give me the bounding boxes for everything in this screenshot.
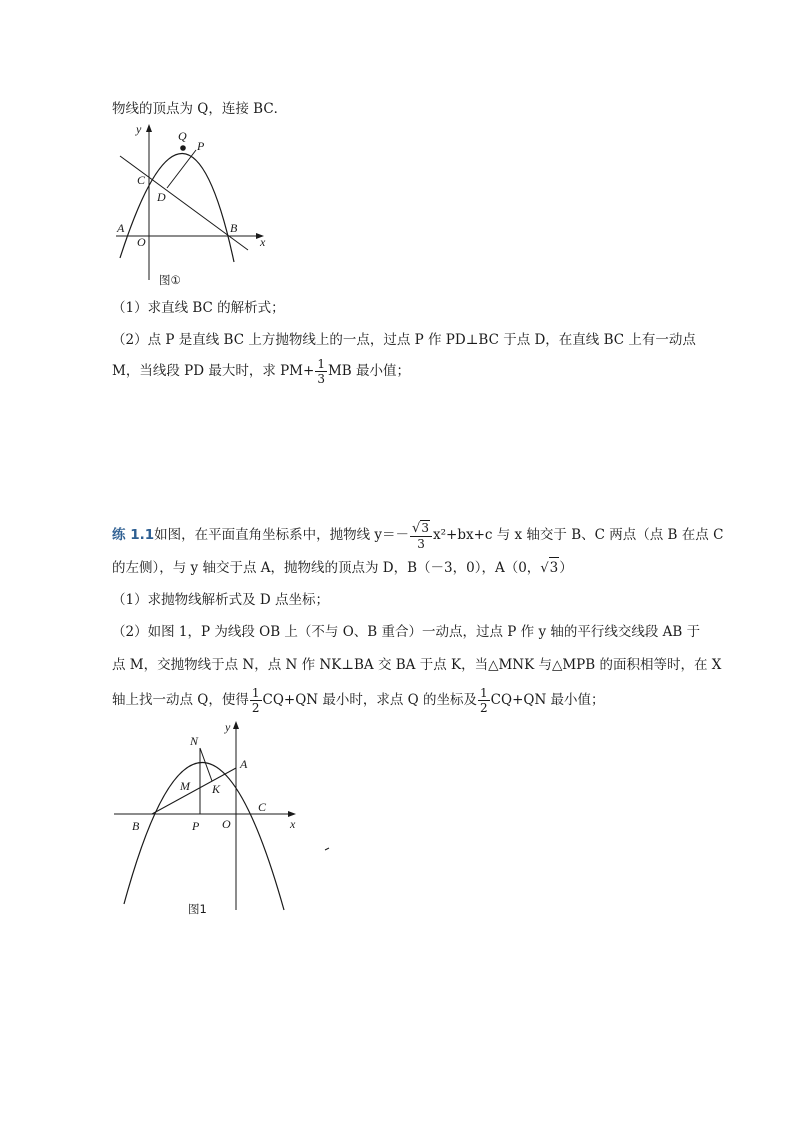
fig2-caption: 图1 xyxy=(188,902,207,916)
exercise-line1-text-b: x²+bx+c 与 x 轴交于 B、C 两点（点 B 在点 C xyxy=(432,527,724,543)
top-q2-text-a: M，当线段 PD 最大时，求 PM+ xyxy=(112,363,315,379)
fig1-label-a: A xyxy=(117,221,125,235)
fig2-label-k: K xyxy=(212,782,221,796)
fig1-vertex-point xyxy=(180,145,186,151)
top-question-1: （1）求直线 BC 的解析式； xyxy=(112,300,285,316)
top-q2-frac-den: 3 xyxy=(317,372,325,386)
fig1-label-q: Q xyxy=(178,129,187,143)
fig2-label-x: x xyxy=(290,817,296,831)
fig2-label-o: O xyxy=(222,817,231,831)
exercise-line2-sqrt: 3 xyxy=(549,557,560,578)
fig1-segment-pd xyxy=(167,150,196,188)
exercise-question-2-line3 xyxy=(112,686,605,715)
figure-1 xyxy=(108,122,278,290)
fig1-y-arrow xyxy=(146,124,152,132)
intro-line: 物线的顶点为 Q，连接 BC． xyxy=(112,101,288,117)
top-q2-frac-num: 1 xyxy=(317,357,325,371)
exercise-question-1: （1）求抛物线解析式及 D 点坐标； xyxy=(112,592,329,608)
sqrt-sign: √ xyxy=(412,521,421,536)
top-question-2-line2 xyxy=(112,357,410,386)
figure-2 xyxy=(110,718,330,918)
exercise-q2-text-b: CQ+QN 最小时，求点 Q 的坐标及 xyxy=(262,692,478,708)
fig2-label-a: A xyxy=(240,757,248,771)
exercise-question-2-line2: 点 M，交抛物线于点 N，点 N 作 NK⊥BA 交 BA 于点 K，当△MNK 与△MPB 的面积相等时，在 X xyxy=(112,657,722,673)
fig2-label-b: B xyxy=(132,819,140,833)
exercise-q2-text-a: 轴上找一动点 Q，使得 xyxy=(112,692,249,708)
exercise-coef-sqrt: 3 xyxy=(421,521,429,535)
fig2-label-m: M xyxy=(180,779,190,793)
exercise-q2-fraction-2: $\frac{1}{2}$ xyxy=(480,686,488,715)
fig1-label-y: y xyxy=(136,122,142,136)
top-q2-fraction xyxy=(315,357,327,386)
exercise-coef-den: 3 xyxy=(417,537,425,551)
exercise-question-2-line1: （2）如图 1，P 为线段 OB 上（不与 O、B 重合）一动点，过点 P 作 y 轴的平行线交线段 AB 于 xyxy=(112,624,701,640)
top-q2-text-b: MB 最小值； xyxy=(327,363,411,379)
fig1-label-b: B xyxy=(230,221,238,235)
sqrt-sign: √ xyxy=(540,561,549,576)
fig2-segment-ab xyxy=(152,768,236,814)
fig2-label-p: P xyxy=(192,819,200,833)
top-question-2-line1: （2）点 P 是直线 BC 上方抛物线上的一点，过点 P 作 PD⊥BC 于点 D，在直线 BC 上有一动点 xyxy=(112,332,696,348)
exercise-q2-text-c: CQ+QN 最小值； xyxy=(490,692,605,708)
fig2-label-n: N xyxy=(190,734,199,748)
fig2-y-arrow xyxy=(233,721,239,729)
exercise-line2-text-a: 的左侧），与 y 轴交于点 A，抛物线的顶点为 D，B（－3，0），A（0， xyxy=(112,560,541,576)
exercise-line2-text-b: ） xyxy=(559,560,573,576)
fig2-label-y: y xyxy=(225,720,231,734)
exercise-coef-fraction xyxy=(410,520,432,551)
stray-mark xyxy=(325,848,329,850)
fig1-label-d: D xyxy=(157,190,166,204)
exercise-q2-fraction-1: $\frac{1}{2}$ xyxy=(251,686,260,715)
fig1-label-c: C xyxy=(137,173,146,187)
exercise-line-2 xyxy=(112,557,573,579)
fig2-label-c: C xyxy=(258,800,267,814)
fig1-label-o: O xyxy=(137,235,146,249)
fig1-label-x: x xyxy=(260,235,266,249)
fig1-caption: 图① xyxy=(159,273,181,287)
exercise-label: 练 1.1 xyxy=(112,527,155,543)
fig1-label-p: P xyxy=(197,139,205,153)
exercise-line-1 xyxy=(112,520,723,551)
exercise-line1-text-a: 如图，在平面直角坐标系中，抛物线 y＝－ xyxy=(154,527,410,543)
fig2-parabola xyxy=(124,762,284,910)
